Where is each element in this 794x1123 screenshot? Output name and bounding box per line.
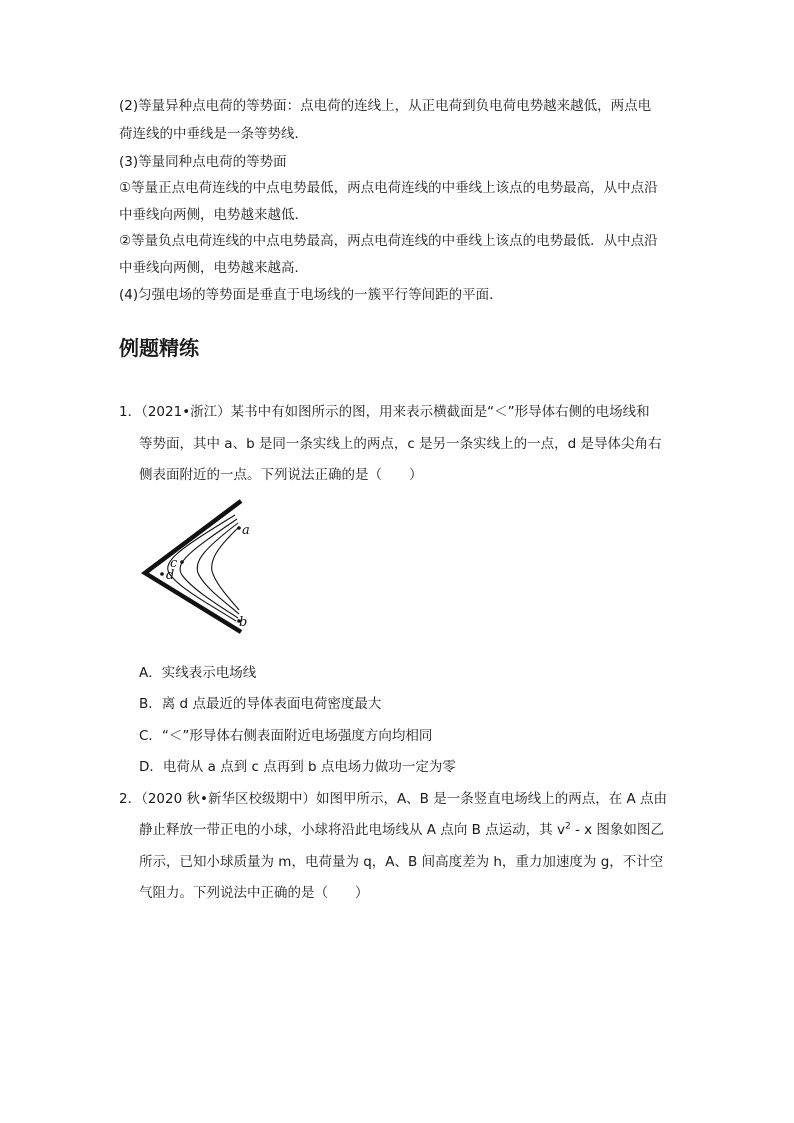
- curve-2: [180, 519, 238, 618]
- section-heading: 例题精练: [119, 336, 199, 360]
- q1-stem-line2: 等势面，其中 a、b 是同一条实线上的两点，c 是另一条实线上的一点，d 是导体尖角右: [139, 436, 662, 452]
- label-b: b: [239, 615, 248, 630]
- point-a: [237, 526, 241, 530]
- theory-p3a-line1: ①等量正点电荷连线的中点电势最低，两点电荷连线的中垂线上该点的电势最高，从中点沿: [119, 180, 658, 196]
- theory-p2-line1: (2)等量异种点电荷的等势面：点电荷的连线上，从正电荷到负电荷电势越来越低，两点电: [119, 98, 652, 114]
- q2-line2-sup: 2: [564, 821, 571, 832]
- point-d: [160, 572, 164, 576]
- q2-stem-line2: [139, 820, 709, 840]
- q1-option-c: C．“＜”形导体右侧表面附近电场强度方向均相同: [139, 728, 433, 744]
- q2-line2-post: - x 图象如图乙: [570, 822, 664, 838]
- theory-p3b-line2: 中垂线向两侧，电势越来越高．: [119, 260, 308, 276]
- q2-stem-line3: 所示，已知小球质量为 m，电荷量为 q，A、B 间高度差为 h，重力加速度为 g，不计空: [139, 854, 664, 870]
- q2-line2-pre: 静止释放一带正电的小球，小球将沿此电场线从 A 点向 B 点运动，其 v: [139, 822, 565, 838]
- q2-stem-line1: 2．（2020 秋•新华区校级期中）如图甲所示，A、B 是一条竖直电场线上的两点，在 A 点由: [119, 791, 668, 807]
- curve-4: [212, 527, 239, 610]
- q1-stem-line3: 侧表面附近的一点。下列说法正确的是（ ）: [139, 467, 423, 483]
- theory-p3b-line1: ②等量负点电荷连线的中点电势最高，两点电荷连线的中垂线上该点的电势最低．从中点沿: [119, 233, 658, 249]
- q2-stem-line4: 气阻力。下列说法中正确的是（ ）: [139, 885, 369, 901]
- q1-option-a: A．实线表示电场线: [139, 665, 257, 681]
- point-c: [180, 560, 184, 564]
- label-a: a: [242, 523, 250, 538]
- label-d: d: [166, 568, 175, 583]
- theory-p2-line2: 荷连线的中垂线是一条等势线．: [119, 126, 308, 142]
- label-c: c: [170, 556, 178, 571]
- theory-p3a-line2: 中垂线向两侧，电势越来越低．: [119, 207, 308, 223]
- q1-option-b: B．离 d 点最近的导体表面电荷密度最大: [139, 696, 382, 712]
- q1-stem-line1: 1．（2021•浙江）某书中有如图所示的图，用来表示横截面是“＜”形导体右侧的电场线和: [119, 404, 650, 420]
- theory-p3-title: (3)等量同种点电荷的等势面: [119, 154, 287, 170]
- q1-option-d: D．电荷从 a 点到 c 点再到 b 点电场力做功一定为零: [139, 759, 456, 775]
- q1-conductor-figure: [138, 495, 268, 635]
- theory-p4-line1: (4)匀强电场的等势面是垂直于电场线的一簇平行等间距的平面．: [119, 287, 503, 303]
- q1-figure-svg: [138, 495, 268, 635]
